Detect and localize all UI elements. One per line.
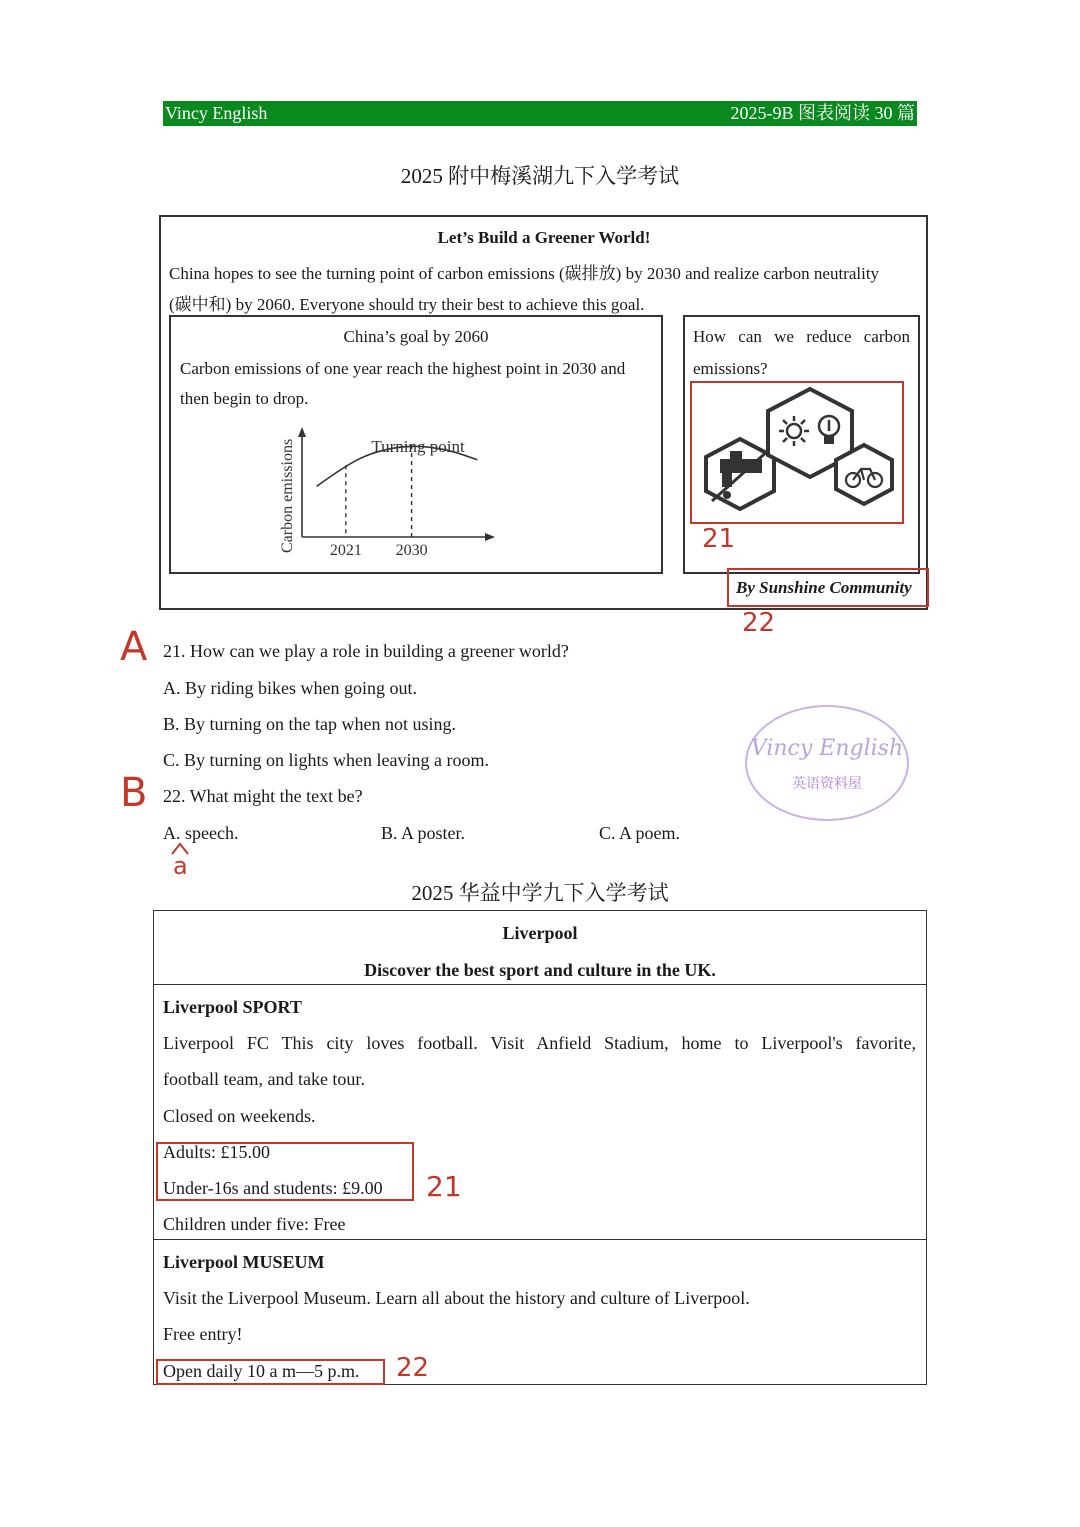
table-divider-1 bbox=[153, 984, 927, 985]
museum-entry: Free entry! bbox=[163, 1324, 243, 1344]
watermark-line1: Vincy English bbox=[750, 736, 904, 761]
exam-title-2: 2025 华益中学九下入学考试 bbox=[411, 881, 669, 905]
y-axis-arrow bbox=[298, 427, 306, 437]
museum-line1: Visit the Liverpool Museum. Learn all about the history and culture of Liverpool. bbox=[163, 1288, 750, 1308]
passage-footer: By Sunshine Community bbox=[736, 578, 912, 597]
emissions-chart bbox=[270, 415, 510, 565]
museum-heading: Liverpool MUSEUM bbox=[163, 1252, 325, 1272]
header-right: 2025-9B 图表阅读 30 篇 bbox=[730, 103, 915, 123]
passage-title: Let’s Build a Greener World! bbox=[437, 228, 651, 247]
x-tick-2030: 2030 bbox=[395, 542, 428, 559]
question-22-option-c: C. A poem. bbox=[599, 823, 681, 843]
passage-intro-line2: (碳中和) by 2060. Everyone should try their best to achieve this goal. bbox=[169, 295, 645, 314]
header-left: Vincy English bbox=[165, 103, 268, 123]
table-subtitle: Discover the best sport and culture in the UK. bbox=[364, 960, 716, 980]
question-22-stem: 22. What might the text be? bbox=[163, 786, 363, 806]
passage-intro-line1: China hopes to see the turning point of carbon emissions (碳排放) by 2030 and realize carbon neutrality bbox=[169, 264, 880, 283]
handwritten-answer-22: B bbox=[120, 770, 148, 816]
y-axis-label: Carbon emissions bbox=[279, 438, 296, 553]
question-21-option-a: A. By riding bikes when going out. bbox=[163, 678, 417, 698]
watermark-stamp bbox=[745, 705, 909, 821]
reduce-question-line1: How can we reduce carbon bbox=[693, 327, 910, 346]
question-21-stem: 21. How can we play a role in building a greener world? bbox=[163, 641, 569, 661]
header-bar bbox=[163, 101, 917, 126]
handwritten-answer-21: A bbox=[120, 624, 148, 670]
watermark-line2: 英语资料屋 bbox=[792, 776, 862, 792]
sport-price-students: Under-16s and students: £9.00 bbox=[163, 1178, 383, 1198]
handwritten-mark-21-prices: 21 bbox=[426, 1170, 462, 1203]
question-21-option-c: C. By turning on lights when leaving a room. bbox=[163, 750, 489, 770]
sport-line1: Liverpool FC This city loves football. Visit Anfield Stadium, home to Liverpool's favorite, bbox=[163, 1033, 916, 1053]
x-axis-arrow bbox=[485, 533, 495, 541]
table-divider-2 bbox=[153, 1239, 927, 1240]
question-21-option-b: B. By turning on the tap when not using. bbox=[163, 714, 456, 734]
sport-price-children: Children under five: Free bbox=[163, 1214, 346, 1234]
museum-hours: Open daily 10 a m—5 p.m. bbox=[163, 1361, 360, 1381]
question-22-option-b: B. A poster. bbox=[381, 823, 466, 843]
turning-point-label: Turning point bbox=[371, 437, 465, 456]
handwritten-insert-a: a bbox=[173, 852, 188, 880]
goal-text-line2: then begin to drop. bbox=[180, 389, 309, 408]
table-title: Liverpool bbox=[502, 923, 578, 943]
x-tick-2021: 2021 bbox=[329, 542, 362, 559]
sport-line2: football team, and take tour. bbox=[163, 1069, 365, 1089]
exam-title-1: 2025 附中梅溪湖九下入学考试 bbox=[400, 164, 680, 188]
handwritten-mark-22-hours: 22 bbox=[396, 1353, 430, 1383]
handwritten-mark-22-footer: 22 bbox=[742, 608, 776, 638]
handwritten-mark-21-icons: 21 bbox=[702, 524, 736, 554]
goal-text-line1: Carbon emissions of one year reach the highest point in 2030 and bbox=[180, 359, 626, 378]
sport-heading: Liverpool SPORT bbox=[163, 997, 302, 1017]
bike-hexagon bbox=[836, 445, 892, 504]
sport-price-adults: Adults: £15.00 bbox=[163, 1142, 271, 1162]
goal-heading: China’s goal by 2060 bbox=[343, 327, 489, 346]
question-22-option-a: A. speech. bbox=[163, 823, 239, 843]
sport-closed: Closed on weekends. bbox=[163, 1106, 316, 1126]
reduce-question-line2: emissions? bbox=[693, 359, 768, 378]
icons-graphic bbox=[692, 383, 902, 522]
